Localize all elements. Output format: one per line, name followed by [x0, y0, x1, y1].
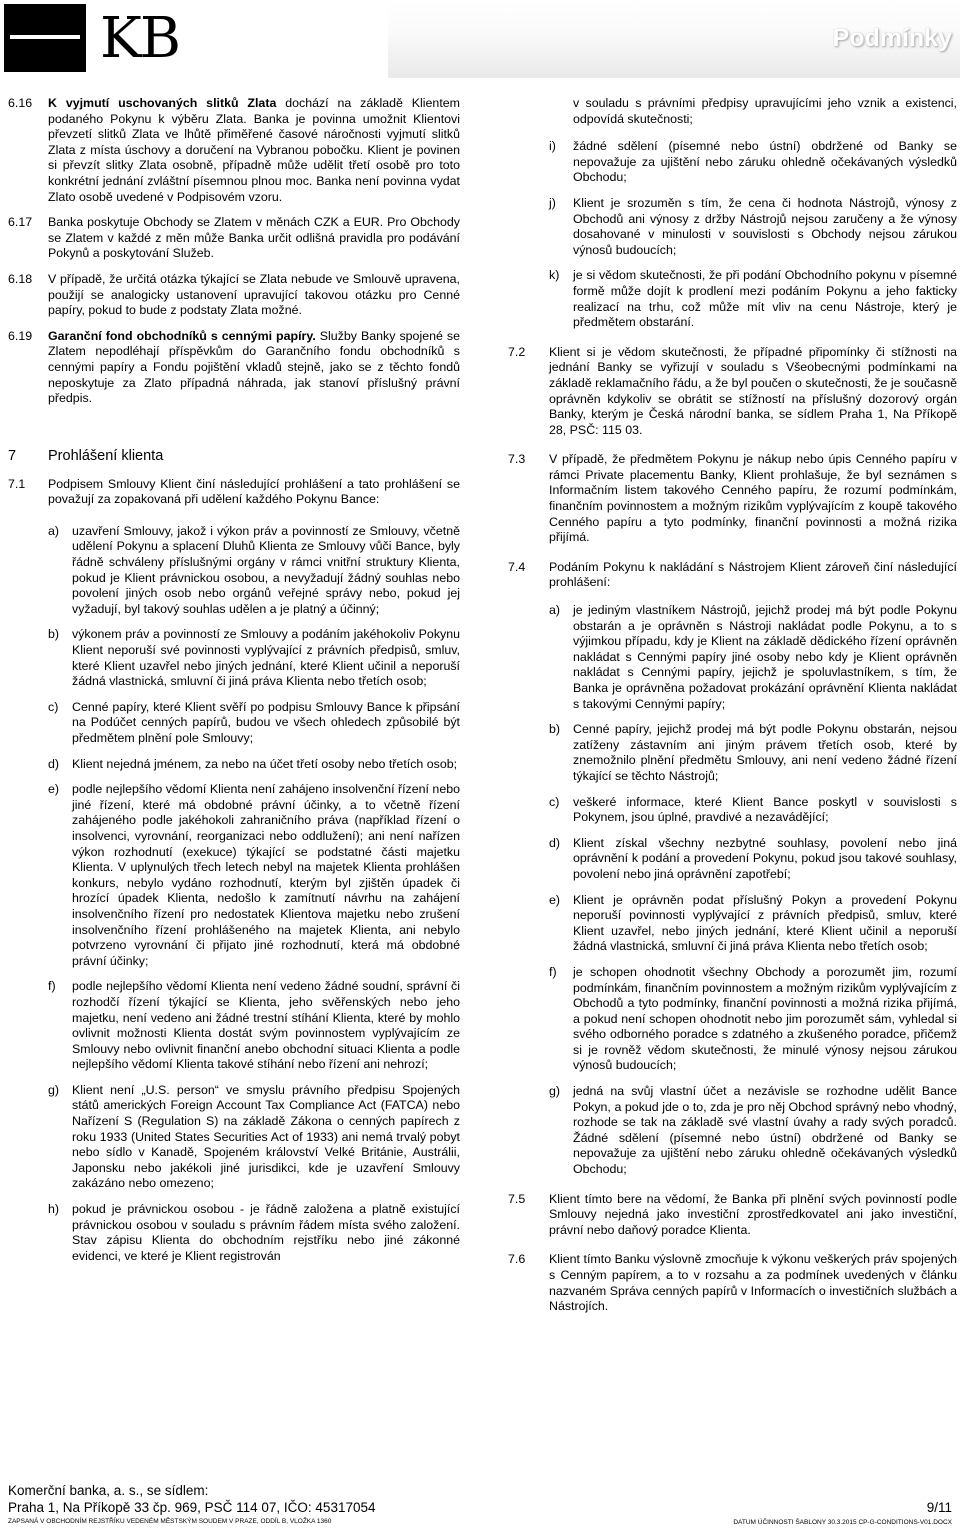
paragraph-number: 6.16: [8, 96, 33, 110]
list-label: g): [549, 1084, 561, 1099]
paragraph-6-18: [8, 272, 460, 319]
list-text: Klient nejedná jménem, za nebo na účet třetí osoby nebo třetích osob;: [72, 756, 458, 771]
paragraph-number: 7.6: [508, 1252, 526, 1267]
footer-company: Komerční banka, a. s., se sídlem:: [8, 1483, 209, 1498]
list-label: d): [48, 756, 60, 771]
paragraph-number: 7.4: [508, 559, 526, 574]
list-item-k: [549, 268, 957, 330]
list-item-7-4-f: [549, 965, 957, 1074]
list-label: b): [549, 722, 561, 737]
paragraph-text: Služby Banky spojené se Zlatem nepodléhají příspěvkům do Garančního fondu obchodníků s cennými papíry a Fondu pojištění vkladů stejně, jako se z těchto fondů neposkytuje za Zlato případná náhrada, jak stanoví příslušný právní předpis.: [48, 328, 460, 406]
paragraph-number: 7.5: [508, 1191, 526, 1206]
list-label: k): [549, 268, 560, 283]
paragraph-number: 7.2: [508, 344, 526, 359]
list-text: výkonem práv a povinností ze Smlouvy a podáním jakéhokoliv Pokynu Klient neporuší své povinnosti vyplývající z právních předpisů, smluv, které Klient uzavřel nebo jiných jednání, které Klient učinil a neporuší žádná vlastnická, smluvní či jiná práva Klienta nebo třetích osob;: [72, 627, 460, 689]
kb-logo-text: KB: [100, 6, 179, 71]
list-item-7-4-e: [549, 893, 957, 955]
list-label: e): [549, 892, 561, 907]
list-text: veškeré informace, které Klient Bance poskytl v souvislosti s Pokynem, jsou úplné, pravdivé a nezavádějící;: [573, 794, 957, 825]
header-band: [388, 0, 960, 78]
paragraph-6-17: [8, 215, 460, 262]
right-column: [508, 96, 957, 1325]
section-title: Prohlášení klienta: [48, 447, 164, 464]
list-text: je schopen ohodnotit všechny Obchody a porozumět jim, rozumí podmínkám, finančním povinnostem a možným rizikům vyplývajícím z Obchodů a tyto podmínky, finanční povinnosti a možná rizika přijímá, a pokud není schopen ohodnotit nebo jim porozumět sám, vyhledal si svého odborného poradce s zdatného a zkušeného poradce, přičemž si je rovněž vědom skutečnosti, že minulé výnosy nejsou zárukou výnosů budoucích;: [573, 964, 957, 1073]
list-label: h): [48, 1202, 60, 1217]
paragraph-text: V případě, že určitá otázka týkající se Zlata nebude ve Smlouvě upravena, použijí se analogicky ustanovení upravující takovou otázku pro Cenné papíry, pokud to bude z podstaty Zlata možné.: [48, 271, 460, 318]
section-number: 7: [8, 447, 17, 464]
list-text: pokud je právnickou osobou - je řádně založena a platně existující právnickou osobou v souladu s právním řádem místa svého založení. Stav zápisu Klienta do obchodním rejstříku nebo jiné zákonné evidenci, ve které je Klient registrován: [72, 1202, 460, 1263]
list-item-b: [48, 627, 460, 689]
paragraph-6-19: [8, 329, 460, 407]
list-item-d: [48, 757, 460, 773]
paragraph-7-2: [508, 345, 957, 439]
list-item-j: [549, 196, 957, 258]
paragraph-text: V případě, že předmětem Pokynu je nákup nebo úpis Cenného papíru v rámci Private placementu Banky, Klient prohlašuje, že byl seznámen s Informačním listem takového Cenného papíru, že rozumí podmínkám, finančním povinnostem a možným rizikům vyplývajícím z koupě takového Cenného papíru a tyto podmínky, finanční povinnosti a možná rizika přijímá.: [549, 452, 957, 545]
paragraph-7-5: [508, 1192, 957, 1239]
list-text: Klient je srozuměn s tím, že cena či hodnota Nástrojů, výnosy z Obchodů ani výnosy z držby Nástrojů nejsou zaručeny a že výnosy dosahované v minulosti v souvislosti s Obchody nejsou zárukou výnosů budoucích;: [573, 195, 957, 257]
list-label: b): [48, 627, 60, 642]
paragraph-text: Klient je povinen si převzít slitky Zlata osobně, případně může udělit třetí osobě pro toto konkrétní jednání zvláštní písemnou plnou moc. Banka není povinna vydat Zlato osobě uvedené v Podpisovém vzoru.: [48, 142, 460, 204]
paragraph-number: 6.18: [8, 271, 33, 286]
list-item-c: [48, 700, 460, 747]
list-text: Klient není „U.S. person“ ve smyslu právního předpisu Spojených států amerických Foreign Account Tax Compliance Act (FATCA) nebo Nařízení S (Regulation S) na základě Zákona o cenných papírech z roku 1933 (United States Securities Act of 1933) ani nemá trvalý pobyt nebo sídlo v Kanadě, Spojeném království Velké Británie, Austrálii, Japonsku nebo jakékoli jiné jurisdikci, kde je uzavření Smlouvy zakázáno nebo omezeno;: [72, 1082, 460, 1191]
list-text: podle nejlepšího vědomí Klienta není vedeno žádné soudní, správní či rozhodčí řízení týkající se Klienta, jeho svěřenských nebo jeho majetku, není vedeno ani žádné trestní stíhání Klienta, které by mohlo ovlivnit možnosti Klienta dostát svým povinnostem vyplývajícím ze Smlouvy nebo ovlivnit finanční anebo obchodní situaci Klienta a podle nejlepšího vědomí Klienta takové stíhání nebo řízení ani nehrozí;: [72, 979, 460, 1072]
list-item-7-4-d: [549, 836, 957, 883]
list-label: i): [549, 139, 556, 154]
list-text: je jediným vlastníkem Nástrojů, jejichž prodej má být podle Pokynu obstarán a je oprávněn s Nástroji nakládat podle Pokynu, a to s výjimkou případu, kdy je Klient na základě dědického řízení oprávněn nakládat s Cennými papíry jiné osoby nebo kdy je Klient oprávněn nakládat s Cennými papíry, jejichž je spoluvlastníkem, s tím, že Banka je oprávněna požadovat prokázání oprávnění Klienta nakládat s takovými Cennými papíry;: [573, 603, 957, 711]
section-heading-7: [8, 447, 460, 465]
paragraph-number: 6.19: [8, 328, 33, 343]
footer-address: Praha 1, Na Příkopě 33 čp. 969, PSČ 114 07, IČO: 45317054: [8, 1500, 376, 1515]
page-header: [0, 0, 960, 78]
left-column: [8, 96, 460, 1274]
paragraph-7-1: [8, 477, 460, 508]
list-item-g: [48, 1083, 460, 1192]
list-item-7-4-b: [549, 722, 957, 784]
paragraph-text: Banka poskytuje Obchody se Zlatem v měnách CZK a EUR. Pro Obchody se Zlatem v každé z měn může Banka určit odlišná pravidla pro podávání Pokynů a poskytování Služeb.: [48, 215, 460, 261]
paragraph-6-16: [8, 96, 460, 205]
list-item-e: [48, 782, 460, 969]
paragraph-text: dochází na základě Klientem podaného Pokynu k výběru Zlata. Banka je povinna umožnit Klientovi převzetí slitků Zlata ve lhůtě přiměřené časové náročnosti vyjmutí slitků Zlata z místa úschovy a doručení na Vybranou pobočku.: [48, 96, 460, 157]
paragraph-heading: Garanční fond obchodníků s cennými papíry.: [48, 328, 316, 343]
list-text: Klient je oprávněn podat příslušný Pokyn a provedení Pokynu neporuší povinnosti vyplývající z právních předpisů, smluv, které Klient uzavřel, nebo jiných jednání, které Klient učinil a neporuší žádná vlastnická, smluvní či jiná práva Klienta nebo třetích osob;: [573, 892, 957, 954]
paragraph-7-4: [508, 560, 957, 591]
paragraph-text: Podáním Pokynu k nakládání s Nástrojem Klient zároveň činí následující prohlášení:: [549, 559, 957, 590]
list-text: Cenné papíry, které Klient svěří po podpisu Smlouvy Bance k připsání na Podúčet cenných papírů, budou ve všech ohledech způsobilé být předmětem plnění pole Smlouvy;: [72, 699, 460, 745]
paragraph-text: Klient si je vědom skutečnosti, že případné připomínky či stížnosti na jednání Banky se vyřizují v souladu s Všeobecnými podmínkami na základě reklamačního řádu, a že byl poučen o skutečnosti, že je současně oprávněn kdykoliv se obrátit se stížností na příslušný dozorový orgán Banky, kterým je Česká národní banka, se sídlem Praha 1, Na Příkopě 28, PSČ: 115 03.: [549, 344, 957, 437]
list-text: Cenné papíry, jejichž prodej má být podle Pokynu obstarán, nejsou zatíženy zástavním ani jiným právem třetích osob, které by znemožnilo plnění předmětu Smlouvy, ani není vedeno žádné řízení týkající se těchto Nástrojů;: [573, 722, 957, 783]
list-text: podle nejlepšího vědomí Klienta není zahájeno insolvenční řízení nebo jiné řízení, které má obdobné právní účinky, a to včetně řízení zahájeného podle jakéhokoli zahraničního práva (například řízení o insolvenci, vyrovnání, reorganizaci nebo oddlužení); ani není nařízen výkon rozhodnutí (exekuce) týkající se podstatné části majetku Klienta. V uplynulých třech letech nebyl na majetek Klienta prohlášen konkurs, nebylo vydáno rozhodnutí, kterým byl zjištěn úpadek či hrozící úpadek Klienta, nedošlo k zamítnutí návrhu na zahájení insolvenčního řízení pro nedostatek Klientova majetku nebo zrušení insolvenčního řízení prohlášeného na majetek Klienta, ani nebylo potvrzeno vyrovnání či přijato jiné rozhodnutí, která má obdobné právní účinky;: [72, 782, 460, 968]
paragraph-number: 7.3: [508, 452, 526, 467]
paragraph-number: 6.17: [8, 215, 33, 230]
list-label: d): [549, 835, 561, 850]
list-text: uzavření Smlouvy, jakož i výkon práv a povinností ze Smlouvy, včetně udělení Pokynu a splacení Dluhů Klienta ze Smlouvy vůči Bance, byly řádně schváleny příslušnými orgány v rámci vnitřní struktury Klienta, pokud je Klient právnickou osobou, a nevyžadují žádný souhlas nebo povolení jiných osob nebo orgánů veřejné správy nebo, pokud jej vyžadují, byl takový souhlas udělen a je platný a účinný;: [72, 523, 460, 616]
kb-logo-mark: [4, 4, 86, 72]
list-item-h: [48, 1202, 460, 1264]
list-label: g): [48, 1082, 60, 1097]
list-item-i: [549, 139, 957, 186]
list-label: a): [48, 523, 60, 538]
list-text: jedná na svůj vlastní účet a nezávisle se rozhodne udělit Bance Pokyn, a pokud jde o to, zda je pro něj Obchod správný nebo vhodný, rozhode se tak na základě své vlastní úvahy a rady svých poradců. Žádné sdělení (písemné nebo ústní) obdržené od Banky se nepovažuje za ujištění nebo záruku ohledně očekávaných výsledků Obchodu;: [573, 1084, 957, 1177]
list-item-f: [48, 979, 460, 1073]
list-item-a: [48, 524, 460, 618]
logo-bar: [10, 35, 80, 39]
paragraph-text: Klient tímto bere na vědomí, že Banka při plnění svých povinností podle Smlouvy nejedná jako investiční zprostředkovatel ani jako investiční, právní nebo daňový poradce Klienta.: [549, 1191, 957, 1237]
list-text: je si vědom skutečnosti, že při podání Obchodního pokynu v písemné formě může dojít k prodlení mezi podáním Pokynu a jeho fakticky realizací na trhu, což může mít vliv na cenu Nástroje, který je předmětem obstarání.: [573, 268, 957, 330]
list-label: f): [48, 979, 56, 994]
page-footer: [8, 1482, 956, 1526]
list-label: c): [549, 794, 560, 809]
footer-template-validity: DATUM ÚČINNOSTI ŠABLONY 30.3.2015 CP-G-CONDITIONS-V01.DOCX: [733, 1519, 952, 1526]
list-label: f): [549, 964, 557, 979]
paragraph-number: 7.1: [8, 476, 26, 491]
list-text: Klient získal všechny nezbytné souhlasy, povolení nebo jiná oprávnění k podání a provedení Pokynu, pokud jsou takové souhlasy, povolení nebo jiná oprávnění zapotřebí;: [573, 835, 957, 881]
list-item-7-4-g: [549, 1084, 957, 1178]
paragraph-7-6: [508, 1252, 957, 1314]
paragraph-heading: K vyjmutí uschovaných slitků Zlata: [48, 96, 277, 110]
footer-registry: ZAPSANÁ V OBCHODNÍM REJSTŘÍKU VEDENÉM MĚSTSKÝM SOUDEM V PRAZE, ODDÍL B, VLOŽKA 1360: [8, 1518, 332, 1525]
list-text: žádné sdělení (písemné nebo ústní) obdržené od Banky se nepovažuje za ujištění nebo záruku ohledně očekávaných výsledků Obchodu;: [573, 139, 957, 185]
list-item-7-4-a: [549, 603, 957, 712]
document-title: Podmínky: [832, 24, 952, 52]
list-label: c): [48, 699, 59, 714]
page-number: 9/11: [926, 1500, 952, 1515]
list-item-7-4-c: [549, 795, 957, 826]
paragraph-text: Podpisem Smlouvy Klient činí následující prohlášení a tato prohlášení se považují za zopakovaná při udělení každého Pokynu Bance:: [48, 476, 460, 507]
list-label: e): [48, 782, 60, 797]
paragraph-7-3: [508, 452, 957, 546]
paragraph-text: Klient tímto Banku výslovně zmocňuje k výkonu veškerých práv spojených s Cenným papírem, a to v rozsahu a za podmínek uvedených v článku nazvaném Správa cenných papírů v Informacích o investičních službách a Nástrojích.: [549, 1252, 957, 1314]
list-label: j): [549, 195, 556, 210]
list-label: a): [549, 603, 561, 618]
continued-text: v souladu s právními předpisy upravujícími jeho vznik a existenci, odpovídá skutečnosti;: [573, 96, 957, 126]
